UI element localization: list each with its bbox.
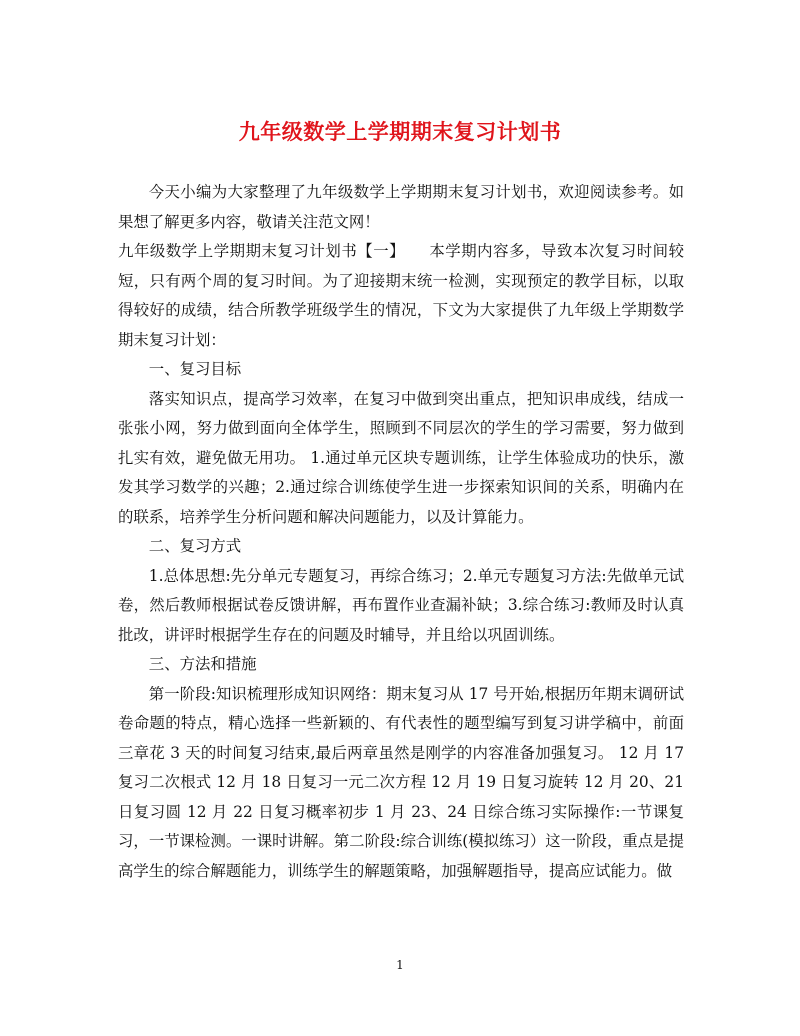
measures-paragraph: 第一阶段:知识梳理形成知识网络：期末复习从 17 号开始,根据历年期末调研试卷命题的特点，精心选择一些新颖的、有代表性的题型编写到复习讲学稿中，前面三章花 3 天的时间复习结束,最后两章虽然是刚学的内容准备加强复习。 12 月 17 复习二次根式 12 月 18 日复习一元二次方程 12 月 19 日复习旋转 12 月 20、21 日复习圆 12 月 22 日复习概率初步 1 月 23、24 日综合练习实际操作:一节课复习，一节课检测。一课时讲解。第二阶段:综合训练(模拟练习）这一阶段，重点是提高学生的综合解题能力，训练学生的解题策略，加强解题指导，提高应试能力。做: [118, 684, 684, 880]
plan-intro-paragraph: 九年级数学上学期期末复习计划书【一】 本学期内容多，导致本次复习时间较短，只有两个周的复习时间。为了迎接期末统一检测，实现预定的教学目标，以取得较好的成绩，结合所教学班级学生的情况，下文为大家提供了九年级上学期数学期末复习计划：: [118, 242, 684, 349]
intro-paragraph: 今天小编为大家整理了九年级数学上学期期末复习计划书，欢迎阅读参考。如果想了解更多内容，敬请关注范文网！: [118, 183, 684, 231]
document-body: [118, 178, 684, 886]
methods-paragraph: 1.总体思想:先分单元专题复习，再综合练习；2.单元专题复习方法:先做单元试卷，然后教师根据试卷反馈讲解，再布置作业查漏补缺；3.综合练习:教师及时认真批改，讲评时根据学生存在的问题及时辅导，并且给以巩固训练。: [118, 566, 684, 644]
section-heading-methods: 二、复习方式: [148, 537, 242, 555]
page-number: 1: [396, 958, 404, 972]
section-heading-measures: 三、方法和措施: [148, 655, 257, 673]
document-title: 九年级数学上学期期末复习计划书: [238, 119, 562, 144]
section-heading-goals: 一、复习目标: [148, 360, 242, 378]
goals-paragraph: 落实知识点，提高学习效率，在复习中做到突出重点，把知识串成线，结成一张张小网，努力做到面向全体学生，照顾到不同层次的学生的学习需要，努力做到扎实有效，避免做无用功。 1.通过单元区块专题训练，让学生体验成功的快乐，激发其学习数学的兴趣；2.通过综合训练使学生进一步探索知识间的关系，明确内在的联系，培养学生分析问题和解决问题能力，以及计算能力。: [118, 389, 684, 526]
